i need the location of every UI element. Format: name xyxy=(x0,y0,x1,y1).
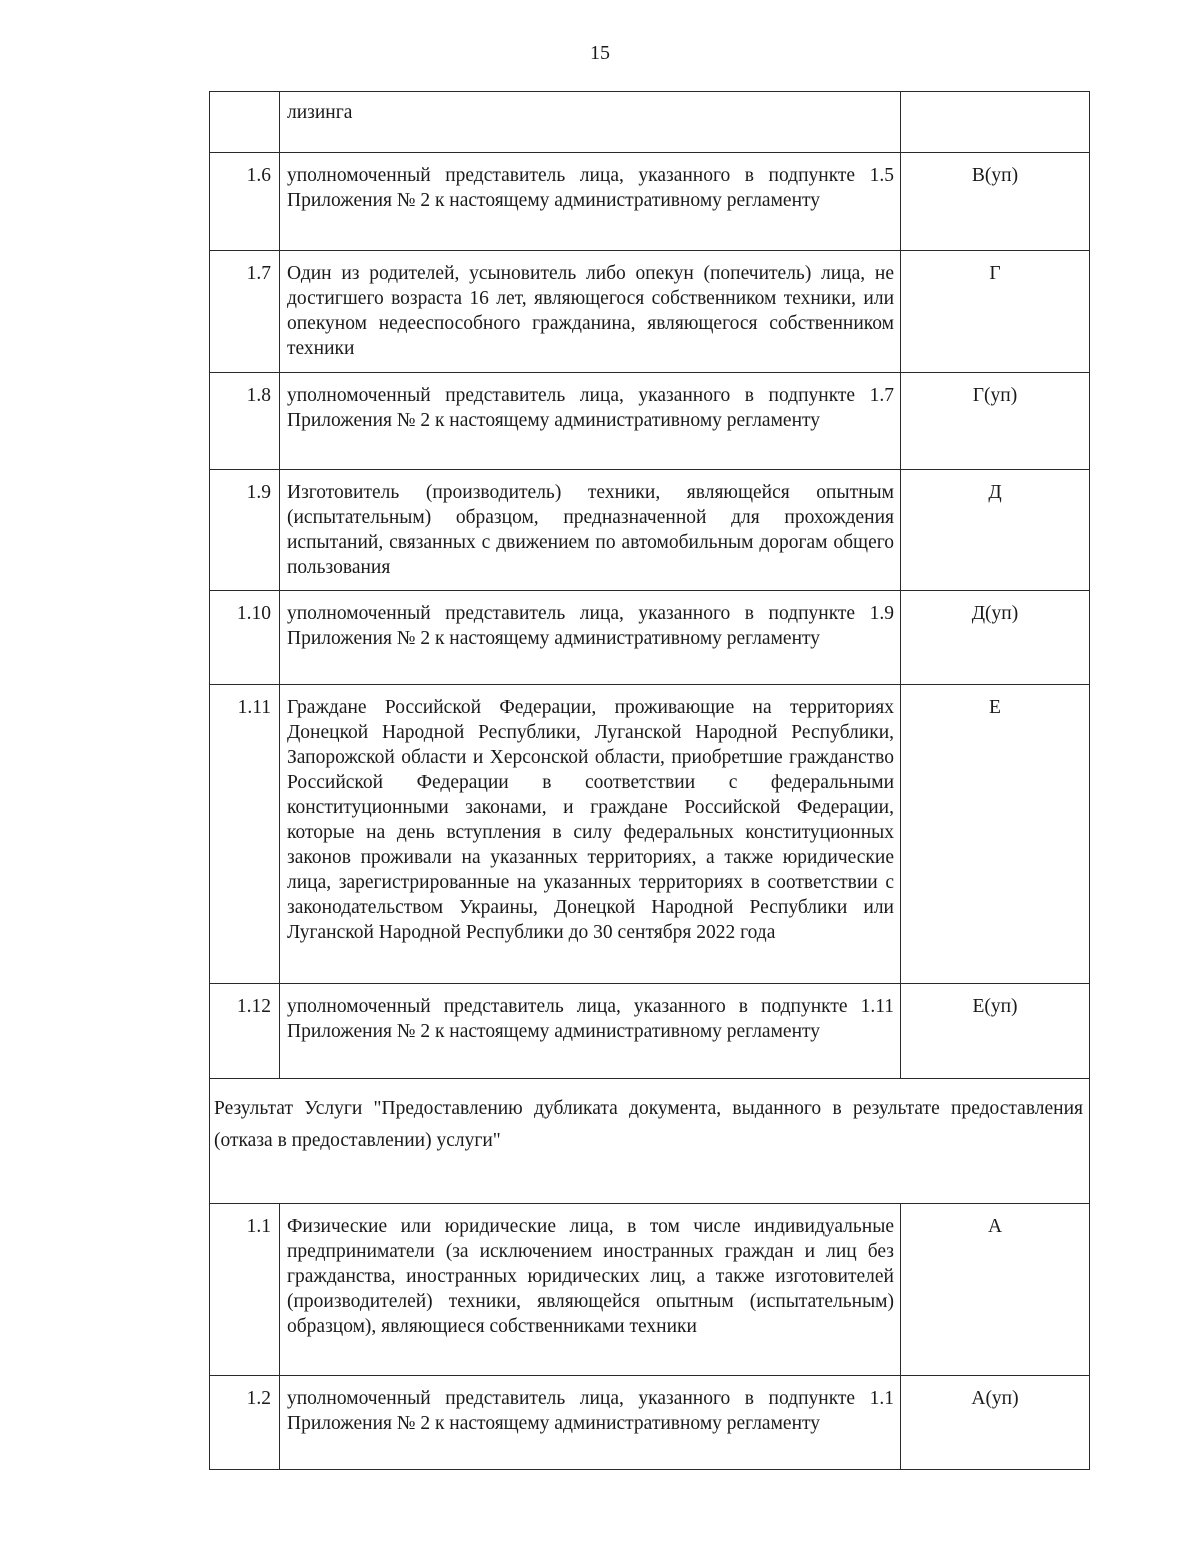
row-number: 1.2 xyxy=(210,1376,280,1470)
row-description: уполномоченный представитель лица, указанного в подпункте 1.7 Приложения № 2 к настоящему административному регламенту xyxy=(280,373,901,470)
row-code: Е xyxy=(901,685,1090,984)
row-number: 1.12 xyxy=(210,984,280,1079)
row-code: Г xyxy=(901,251,1090,373)
row-code: Д(уп) xyxy=(901,591,1090,685)
table-row xyxy=(210,373,1090,470)
row-number: 1.8 xyxy=(210,373,280,470)
row-number: 1.9 xyxy=(210,470,280,591)
row-code: А xyxy=(901,1204,1090,1376)
row-code: Г(уп) xyxy=(901,373,1090,470)
row-description: Один из родителей, усыновитель либо опекун (попечитель) лица, не достигшего возраста 16 лет, являющегося собственником техники, или опекуном недееспособного гражданина, являющегося собственником техники xyxy=(280,251,901,373)
row-description: лизинга xyxy=(280,92,901,153)
row-description: уполномоченный представитель лица, указанного в подпункте 1.1 Приложения № 2 к настоящему административному регламенту xyxy=(280,1376,901,1470)
table-row xyxy=(210,92,1090,153)
section-title: Результат Услуги "Предоставлению дубликата документа, выданного в результате предоставления (отказа в предоставлении) услуги" xyxy=(210,1079,1090,1204)
row-description: уполномоченный представитель лица, указанного в подпункте 1.11 Приложения № 2 к настоящему административному регламенту xyxy=(280,984,901,1079)
row-description: Физические или юридические лица, в том числе индивидуальные предприниматели (за исключением иностранных граждан и лиц без гражданства, иностранных юридических лиц, а также изготовителей (производителей) техники, являющейся опытным (испытательным) образцом), являющиеся собственниками техники xyxy=(280,1204,901,1376)
row-description: Граждане Российской Федерации, проживающие на территориях Донецкой Народной Республики, Луганской Народной Республики, Запорожской области и Херсонской области, приобретшие гражданство Российской Федерации в соответствии с федеральными конституционными законами, и граждане Российской Федерации, которые на день вступления в силу федеральных конституционных законов проживали на указанных территориях, а также юридические лица, зарегистрированные на указанных территориях в соответствии с законодательством Украины, Донецкой Народной Республики или Луганской Народной Республики до 30 сентября 2022 года xyxy=(280,685,901,984)
row-code xyxy=(901,92,1090,153)
page-number: 15 xyxy=(590,42,610,64)
row-description: уполномоченный представитель лица, указанного в подпункте 1.5 Приложения № 2 к настоящему административному регламенту xyxy=(280,153,901,251)
row-description: Изготовитель (производитель) техники, являющейся опытным (испытательным) образцом, предназначенной для прохождения испытаний, связанных с движением по автомобильным дорогам общего пользования xyxy=(280,470,901,591)
table-row xyxy=(210,591,1090,685)
row-number: 1.1 xyxy=(210,1204,280,1376)
row-number: 1.7 xyxy=(210,251,280,373)
row-number: 1.11 xyxy=(210,685,280,984)
table-body xyxy=(210,92,1090,1470)
table-row xyxy=(210,984,1090,1079)
row-number: 1.6 xyxy=(210,153,280,251)
table-row xyxy=(210,685,1090,984)
row-code: В(уп) xyxy=(901,153,1090,251)
applicant-categories-table xyxy=(209,91,1090,1470)
table-row xyxy=(210,1204,1090,1376)
row-number xyxy=(210,92,280,153)
section-row xyxy=(210,1079,1090,1204)
table-row xyxy=(210,1376,1090,1470)
table-row xyxy=(210,153,1090,251)
row-code: А(уп) xyxy=(901,1376,1090,1470)
row-code: Д xyxy=(901,470,1090,591)
row-code: Е(уп) xyxy=(901,984,1090,1079)
table-row xyxy=(210,470,1090,591)
row-description: уполномоченный представитель лица, указанного в подпункте 1.9 Приложения № 2 к настоящему административному регламенту xyxy=(280,591,901,685)
table-row xyxy=(210,251,1090,373)
row-number: 1.10 xyxy=(210,591,280,685)
